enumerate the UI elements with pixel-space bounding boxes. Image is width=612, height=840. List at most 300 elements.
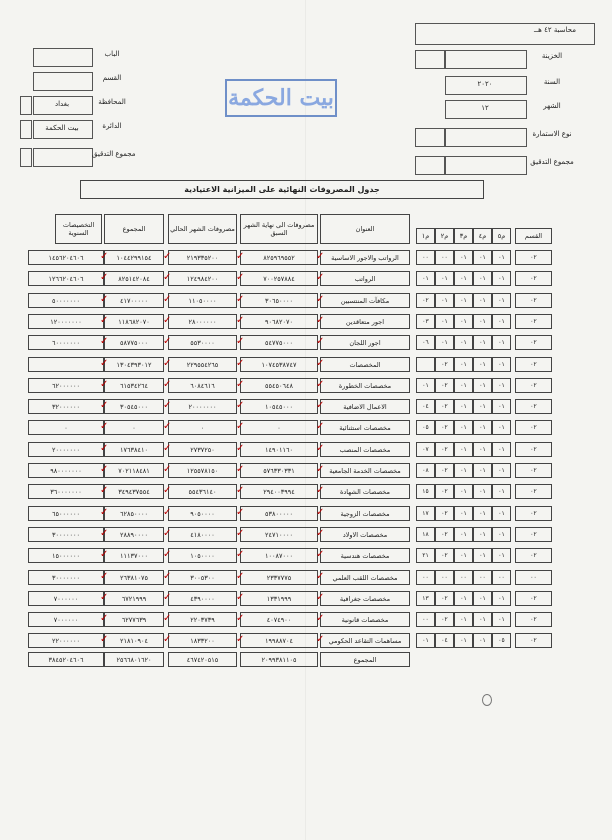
right-field-label: الخزينة [541, 52, 563, 60]
check-mark-icon: ✓ [236, 464, 245, 475]
check-mark-icon: ✓ [236, 485, 245, 496]
title-cell: مخصصات اللقب العلمي [320, 570, 410, 585]
code-cell: ٠٥ [492, 633, 511, 648]
left-field-label: القسم [102, 74, 122, 82]
code-cell: ٠١ [454, 527, 473, 542]
code-cell: ٠٠ [416, 570, 435, 585]
title-cell: الاعمال الاضافية [320, 399, 410, 414]
prev-cell: ٥٥٤٥٠٦٤٨ [240, 378, 318, 393]
code-cell: ٠٢ [515, 378, 552, 393]
code-cell: ٠٢ [435, 399, 454, 414]
check-mark-icon: ✓ [316, 571, 325, 582]
check-mark-icon: ✓ [100, 528, 109, 539]
check-mark-icon: ✓ [163, 336, 172, 347]
annual-cell: ٧٠٠٠٠٠٠ [28, 612, 104, 627]
total-total: ٢٥٦٦٨٠١٦٢٠ [104, 652, 164, 667]
check-mark-icon: ✓ [100, 272, 109, 283]
code-cell: ٠١ [473, 484, 492, 499]
check-mark-icon: ✓ [316, 592, 325, 603]
annual-cell: ١٤٥٦٢٠٤٦٠٦ [28, 250, 104, 265]
code-cell: ٠٠ [454, 570, 473, 585]
current-cell: ١٨٣٣٢٠٠ [168, 633, 237, 648]
annual-cell: ٣٦٠٠٠٠٠٠٠ [28, 484, 104, 499]
code-cell: ٠١ [454, 612, 473, 627]
check-mark-icon: ✓ [236, 358, 245, 369]
code-cell: ٠١ [473, 335, 492, 350]
code-cell: ٠١ [492, 357, 511, 372]
code-cell: ٠٢ [515, 591, 552, 606]
current-cell: ٩٠٥٠٠٠٠ [168, 506, 237, 521]
check-mark-icon: ✓ [316, 272, 325, 283]
prev-cell: ١٤٩٠١١٦٠ [240, 442, 318, 457]
code-cell: ٠٢ [515, 314, 552, 329]
left-field-aux-box [20, 120, 32, 139]
title-cell: مخصصات هندسية [320, 548, 410, 563]
total-cell: ٣٠٥٤٥٠٠٠ [104, 399, 164, 414]
code-cell: ٠١ [473, 506, 492, 521]
code-cell: ٠٠ [435, 570, 454, 585]
right-field-label: السنة [543, 78, 561, 86]
check-mark-icon: ✓ [236, 379, 245, 390]
code-cell: ٠١ [454, 399, 473, 414]
code-cell: ٠١ [454, 378, 473, 393]
title-cell: الرواتب والاجور الاساسية [320, 250, 410, 265]
annual-cell: ٢٢٠٠٠٠٠٠ [28, 633, 104, 648]
check-mark-icon: ✓ [236, 315, 245, 326]
code-cell: ٠٠ [492, 570, 511, 585]
check-mark-icon: ✓ [236, 549, 245, 560]
total-cell: ١١٨٦٨٢٠٧٠ [104, 314, 164, 329]
code-cell: ٠١ [435, 293, 454, 308]
code-cell: ٠١ [492, 463, 511, 478]
left-field-value-box [33, 72, 93, 91]
code-cell: ٠٢ [515, 357, 552, 372]
form-code: محاسبة ٤٢ هــ [534, 26, 576, 34]
code-header: القسم [515, 228, 552, 244]
code-cell: ٠٠ [416, 250, 435, 265]
check-mark-icon: ✓ [236, 400, 245, 411]
code-cell: ٠١ [473, 633, 492, 648]
annual-cell: ٩٨٠٠٠٠٠٠٠ [28, 463, 104, 478]
prev-cell: ٠ [240, 420, 318, 435]
right-field-label: مجموع التدقيق [530, 158, 574, 166]
code-cell: ٠١ [492, 314, 511, 329]
check-mark-icon: ✓ [236, 592, 245, 603]
code-cell: ٠١ [454, 357, 473, 372]
code-cell: ٠١ [454, 591, 473, 606]
title-cell: اجور متعاقدين [320, 314, 410, 329]
check-mark-icon: ✓ [236, 421, 245, 432]
total-label: المجموع [320, 652, 410, 667]
code-cell: ٠١ [473, 378, 492, 393]
check-mark-icon: ✓ [100, 571, 109, 582]
check-mark-icon: ✓ [163, 421, 172, 432]
code-cell: ٠٢ [515, 293, 552, 308]
right-field-value-box [445, 50, 527, 69]
prev-cell: ٢٩٤٠٠٣٩٩٤ [240, 484, 318, 499]
right-field-label: الشهر [543, 102, 561, 110]
left-field-value-box [33, 148, 93, 167]
annual-cell: ٦٥٠٠٠٠٠٠ [28, 506, 104, 521]
code-cell: ٠٢ [515, 633, 552, 648]
current-cell: ٤١٨٠٠٠٠ [168, 527, 237, 542]
prev-cell: ٢٣٣٧٧٧٥ [240, 570, 318, 585]
code-cell: ٠٢ [515, 506, 552, 521]
check-mark-icon: ✓ [100, 315, 109, 326]
code-cell: ٠١ [492, 293, 511, 308]
title-cell: مخصصات استثنائية [320, 420, 410, 435]
total-cell: ٥٨٧٧٥٠٠٠ [104, 335, 164, 350]
code-cell: ٠١ [454, 335, 473, 350]
check-mark-icon: ✓ [163, 379, 172, 390]
check-mark-icon: ✓ [163, 400, 172, 411]
title-cell: مساهمات التقاعد الحكومي [320, 633, 410, 648]
code-cell: ٠١ [492, 484, 511, 499]
check-mark-icon: ✓ [316, 464, 325, 475]
table-title: جدول المصروفات النهائية على الميزانية الاعتيادية [80, 180, 484, 199]
check-mark-icon: ✓ [316, 443, 325, 454]
prev-cell: ٩٠٦٨٢٠٧٠ [240, 314, 318, 329]
check-mark-icon: ✓ [163, 634, 172, 645]
total-cell: ٤١٧٠٠٠٠٠ [104, 293, 164, 308]
check-mark-icon: ✓ [316, 358, 325, 369]
check-mark-icon: ✓ [100, 613, 109, 624]
right-field-value-box [445, 156, 527, 175]
total-cell: ٦٢٧٧٦٣٩ [104, 612, 164, 627]
code-cell [416, 357, 435, 372]
current-cell: ١٠٥٠٠٠٠ [168, 548, 237, 563]
code-cell: ٠١ [473, 399, 492, 414]
check-mark-icon: ✓ [100, 507, 109, 518]
check-mark-icon: ✓ [163, 549, 172, 560]
code-cell: ٠١ [492, 250, 511, 265]
left-field-label: الدائرة [102, 122, 122, 130]
current-cell: ٢١٩٣٣٥٢٠٠ [168, 250, 237, 265]
code-cell: ٠٢ [515, 527, 552, 542]
annual-cell: ٥٠٠٠٠٠٠٠ [28, 293, 104, 308]
total-cell: ٧٠٢١١٨٤٨١ [104, 463, 164, 478]
check-mark-icon: ✓ [163, 294, 172, 305]
code-cell: ٠١ [416, 271, 435, 286]
prev-cell: ١٩٩٨٨٧٠٤ [240, 633, 318, 648]
check-mark-icon: ✓ [236, 507, 245, 518]
code-cell: ١٧ [416, 506, 435, 521]
current-cell: ٢٢٠٣٧٣٩ [168, 612, 237, 627]
code-cell: ٠٢ [515, 548, 552, 563]
code-cell: ٠١ [454, 420, 473, 435]
annual-cell: ٣٢٠٠٠٠٠٠ [28, 399, 104, 414]
check-mark-icon: ✓ [316, 634, 325, 645]
prev-cell: ٥٣٨٠٠٠٠٠ [240, 506, 318, 521]
check-mark-icon: ✓ [100, 549, 109, 560]
code-cell: ٠٢ [515, 335, 552, 350]
total-cell: ١٧٦٣٨٤١٠ [104, 442, 164, 457]
check-mark-icon: ✓ [316, 294, 325, 305]
current-cell: ٢٠٠٠٠٠٠٠ [168, 399, 237, 414]
prev-cell: ٢٤٧١٠٠٠٠ [240, 527, 318, 542]
col-title-header: العنوان [320, 214, 410, 244]
annual-cell: ٢٠٠٠٠٠٠٠ [28, 442, 104, 457]
code-cell: ٠٢ [416, 293, 435, 308]
code-cell: ٠١ [454, 293, 473, 308]
code-cell: ٠١ [435, 271, 454, 286]
code-cell: ٢١ [416, 548, 435, 563]
check-mark-icon: ✓ [236, 336, 245, 347]
code-cell: ٠١ [454, 442, 473, 457]
check-mark-icon: ✓ [100, 294, 109, 305]
title-cell: مخصصات الزوجية [320, 506, 410, 521]
code-cell: ٠٢ [435, 420, 454, 435]
left-field-value: بيت الحكمة [45, 124, 79, 132]
prev-cell: ١٠٥٤٥٠٠٠ [240, 399, 318, 414]
check-mark-icon: ✓ [100, 379, 109, 390]
check-mark-icon: ✓ [100, 634, 109, 645]
form-code-box [415, 23, 595, 45]
current-cell: ٦٠٨٤٦١٦ [168, 378, 237, 393]
annual-cell: ٦٠٠٠٠٠٠٠ [28, 335, 104, 350]
check-mark-icon: ✓ [316, 251, 325, 262]
code-cell: ٠١ [454, 548, 473, 563]
current-cell: ٥٥٣٠٠٠٠ [168, 335, 237, 350]
code-cell: ٠٢ [515, 442, 552, 457]
prev-cell: ١٠٠٨٧٠٠٠ [240, 548, 318, 563]
total-cell: ١١١٣٧٠٠٠ [104, 548, 164, 563]
prev-cell: ٨٢٥٩٦٩٥٥٢ [240, 250, 318, 265]
code-cell: ١٣ [416, 591, 435, 606]
left-field-value-box [33, 48, 93, 67]
check-mark-icon: ✓ [163, 464, 172, 475]
check-mark-icon: ✓ [163, 272, 172, 283]
check-mark-icon: ✓ [236, 272, 245, 283]
code-cell: ٠١ [473, 527, 492, 542]
left-field-label: مجموع التدقيق [92, 150, 136, 158]
code-header: م٣ [454, 228, 473, 244]
current-cell: ١٢٤٩٨٤٢٠٠ [168, 271, 237, 286]
col-prev-header: مصروفات الى نهاية الشهر السبق [240, 214, 318, 244]
code-cell: ٠٢ [435, 484, 454, 499]
code-cell: ٠٢ [435, 612, 454, 627]
code-cell: ٠١ [492, 548, 511, 563]
annual-cell: ٠ [28, 420, 104, 435]
prev-cell: ١٠٧٤٥٣٨٧٤٧ [240, 357, 318, 372]
prev-cell: ٤٠٧٤٩٠٠ [240, 612, 318, 627]
right-field-label: نوع الاستمارة [532, 130, 572, 138]
code-cell: ٠٢ [515, 399, 552, 414]
code-cell: ٠٠ [515, 570, 552, 585]
prev-cell: ١٣٣١٩٩٩ [240, 591, 318, 606]
code-cell: ٠٢ [435, 527, 454, 542]
right-field-value-box [445, 128, 527, 147]
check-mark-icon: ✓ [100, 592, 109, 603]
total-cell: ٦٢٨٥٠٠٠٠ [104, 506, 164, 521]
check-mark-icon: ✓ [163, 358, 172, 369]
code-cell: ٠١ [473, 612, 492, 627]
code-cell: ٠٢ [515, 250, 552, 265]
check-mark-icon: ✓ [316, 421, 325, 432]
code-cell: ٠١ [473, 591, 492, 606]
code-cell: ٠١ [435, 335, 454, 350]
code-cell: ٠١ [473, 314, 492, 329]
check-mark-icon: ✓ [316, 379, 325, 390]
current-cell: ١١٠٥٠٠٠٠ [168, 293, 237, 308]
check-mark-icon: ✓ [100, 485, 109, 496]
code-cell: ٠٢ [515, 271, 552, 286]
code-cell: ٠١ [492, 378, 511, 393]
current-cell: ٤٣٩٠٠٠٠ [168, 591, 237, 606]
check-mark-icon: ✓ [236, 571, 245, 582]
total-cell: ٠ [104, 420, 164, 435]
total-annual: ٣٨٤٥٢٠٤٦٠٦ [28, 652, 104, 667]
code-cell: ٠٦ [416, 335, 435, 350]
code-cell: ٠٣ [416, 314, 435, 329]
total-cell: ٢١٨١٠٩٠٤ [104, 633, 164, 648]
code-cell: ٠٧ [416, 442, 435, 457]
code-header: م٥ [492, 228, 511, 244]
code-cell: ٠٤ [416, 399, 435, 414]
code-cell: ٠١ [435, 314, 454, 329]
prev-cell: ٧٠٠٢٥٧٨٨٤ [240, 271, 318, 286]
code-cell: ٠٨ [416, 463, 435, 478]
code-cell: ٠١ [473, 548, 492, 563]
code-cell: ٠١ [454, 271, 473, 286]
code-cell: ٠٢ [435, 548, 454, 563]
code-cell: ٠٢ [435, 357, 454, 372]
check-mark-icon: ✓ [100, 421, 109, 432]
total-cell: ٣٤٩٤٣٧٥٥٤ [104, 484, 164, 499]
check-mark-icon: ✓ [100, 358, 109, 369]
code-cell: ٠١ [473, 250, 492, 265]
check-mark-icon: ✓ [316, 315, 325, 326]
check-mark-icon: ✓ [100, 251, 109, 262]
code-cell: ٠١ [492, 442, 511, 457]
right-field-aux-box [415, 50, 445, 69]
check-mark-icon: ✓ [236, 634, 245, 645]
code-cell: ٠٠ [473, 570, 492, 585]
right-field-aux-box [415, 128, 445, 147]
code-cell: ٠١ [492, 612, 511, 627]
left-field-value: بغداد [54, 100, 70, 108]
title-cell: مخصصات قانونية [320, 612, 410, 627]
check-mark-icon: ✓ [163, 528, 172, 539]
code-cell: ٠١ [492, 399, 511, 414]
title-cell: مخصصات المنصب [320, 442, 410, 457]
code-cell: ٠٢ [515, 612, 552, 627]
code-cell: ٠٥ [416, 420, 435, 435]
total-cell: ٢٨٨٩٠٠٠٠ [104, 527, 164, 542]
check-mark-icon: ✓ [163, 592, 172, 603]
annual-cell: ٣٠٠٠٠٠٠٠ [28, 527, 104, 542]
total-cell: ٦١٥٣٤٢٦٤ [104, 378, 164, 393]
total-cell: ١٠٤٤٢٩٩١٥٤ [104, 250, 164, 265]
check-mark-icon: ✓ [100, 464, 109, 475]
title-cell: المخصصات [320, 357, 410, 372]
code-cell: ٠٢ [435, 506, 454, 521]
code-cell: ٠١ [454, 633, 473, 648]
left-field-label: الباب [104, 50, 120, 58]
total-prev: ٢٠٩٩٣٨١١٠٥ [240, 652, 318, 667]
title-cell: مخصصات الخدمة الجامعية [320, 463, 410, 478]
code-cell: ٠٢ [435, 378, 454, 393]
check-mark-icon: ✓ [100, 400, 109, 411]
code-cell: ٠١ [473, 442, 492, 457]
title-cell: مخصصات الاولاد [320, 527, 410, 542]
title-cell: مخصصات الخطورة [320, 378, 410, 393]
annual-cell: ١٢٠٠٠٠٠٠٠ [28, 314, 104, 329]
code-cell: ٠١ [454, 463, 473, 478]
code-cell: ٠١ [454, 506, 473, 521]
col-annual-header: التخصيصات السنوية [55, 214, 102, 244]
code-cell: ٠١ [416, 633, 435, 648]
code-cell: ٠١ [454, 484, 473, 499]
code-header: م١ [416, 228, 435, 244]
check-mark-icon: ✓ [236, 251, 245, 262]
check-mark-icon: ✓ [236, 528, 245, 539]
check-mark-icon: ✓ [100, 443, 109, 454]
check-mark-icon: ✓ [100, 336, 109, 347]
code-cell: ٠١ [473, 293, 492, 308]
check-mark-icon: ✓ [163, 251, 172, 262]
col-current-header: مصروفات الشهر الحالي [168, 214, 237, 244]
current-cell: ١٢٥٥٧٨١٥٠ [168, 463, 237, 478]
current-cell: ٢٧٣٧٢٥٠ [168, 442, 237, 457]
check-mark-icon: ✓ [316, 400, 325, 411]
code-cell: ١٥ [416, 484, 435, 499]
code-cell: ٠١ [492, 271, 511, 286]
code-cell: ٠١ [473, 463, 492, 478]
check-mark-icon: ✓ [236, 613, 245, 624]
prev-cell: ٥٧٦٣٣٠٣٣١ [240, 463, 318, 478]
code-cell: ٠١ [473, 420, 492, 435]
code-cell: ٠١ [492, 591, 511, 606]
prev-cell: ٣٠٦٥٠٠٠٠ [240, 293, 318, 308]
current-cell: ٥٥٤٣٦١٤٠ [168, 484, 237, 499]
check-mark-icon: ✓ [316, 336, 325, 347]
left-field-aux-box [20, 96, 32, 115]
title-cell: اجور اللجان [320, 335, 410, 350]
code-cell: ٠١ [492, 506, 511, 521]
code-header: م٢ [435, 228, 454, 244]
check-mark-icon: ✓ [316, 485, 325, 496]
code-cell: ٠١ [454, 314, 473, 329]
code-cell: ٠٠ [416, 612, 435, 627]
title-cell: مخصصات الشهادة [320, 484, 410, 499]
code-cell: ٠١ [454, 250, 473, 265]
title-cell: مخصصات جغرافية [320, 591, 410, 606]
current-cell: ٢٢٩٥٥٤٢٦٥ [168, 357, 237, 372]
total-cell: ٢٦٣٨١٠٧٥ [104, 570, 164, 585]
check-mark-icon: ✓ [316, 613, 325, 624]
annual-cell: ٣٠٠٠٠٠٠٠ [28, 570, 104, 585]
check-mark-icon: ✓ [316, 549, 325, 560]
code-cell: ٠١ [473, 357, 492, 372]
code-cell: ٠١ [473, 271, 492, 286]
current-cell: ٣٠٠٥٣٠٠ [168, 570, 237, 585]
annual-cell: ٧٠٠٠٠٠٠ [28, 591, 104, 606]
check-mark-icon: ✓ [163, 507, 172, 518]
total-current: ٤٦٧٤٢٠٥١٥ [168, 652, 237, 667]
check-mark-icon: ✓ [163, 443, 172, 454]
current-cell: ٢٨٠٠٠٠٠٠ [168, 314, 237, 329]
code-cell: ٠١ [492, 335, 511, 350]
check-mark-icon: ✓ [163, 315, 172, 326]
right-field-value: ١٢ [481, 104, 489, 112]
code-cell: ١٨ [416, 527, 435, 542]
code-cell: ٠١ [492, 527, 511, 542]
check-mark-icon: ✓ [163, 613, 172, 624]
left-field-aux-box [20, 148, 32, 167]
annual-cell: ١٥٠٠٠٠٠٠ [28, 548, 104, 563]
title-cell: الرواتب [320, 271, 410, 286]
